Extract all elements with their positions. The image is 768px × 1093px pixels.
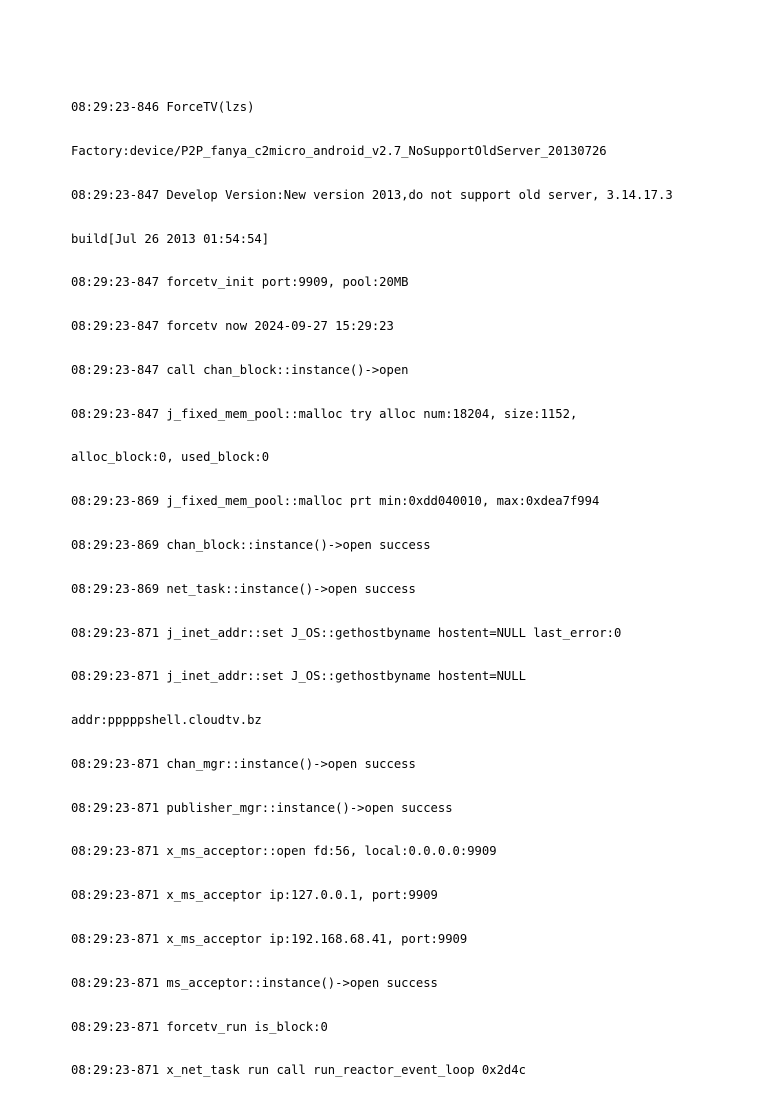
log-line: 08:29:23-847 j_fixed_mem_pool::malloc try alloc num:18204, size:1152, [71, 406, 578, 421]
log-line: alloc_block:0, used_block:0 [71, 450, 270, 465]
log-line: 08:29:23-871 x_net_task run call run_reactor_event_loop 0x2d4c [71, 1063, 526, 1078]
log-line: 08:29:23-871 j_inet_addr::set J_OS::gethostbyname hostent=NULL [71, 669, 526, 684]
log-line: 08:29:23-847 forcetv_init port:9909, pool:20MB [71, 275, 409, 290]
log-line: 08:29:23-847 call chan_block::instance()->open [71, 362, 409, 377]
log-line: 08:29:23-871 chan_mgr::instance()->open success [71, 756, 416, 771]
log-line: 08:29:23-871 x_ms_acceptor ip:127.0.0.1, port:9909 [71, 888, 438, 903]
log-line: 08:29:23-871 publisher_mgr::instance()->open success [71, 800, 453, 815]
log-line: 08:29:23-869 chan_block::instance()->open success [71, 538, 431, 552]
log-line: 08:29:23-871 j_inet_addr::set J_OS::gethostbyname hostent=NULL last_error:0 [71, 625, 622, 640]
log-line: 08:29:23-869 j_fixed_mem_pool::malloc prt min:0xdd040010, max:0xdea7f994 [71, 494, 600, 509]
log-output [71, 71, 701, 1093]
log-line: 08:29:23-871 ms_acceptor::instance()->open success [71, 975, 438, 990]
log-line: 08:29:23-846 ForceTV(lzs) [71, 100, 255, 115]
log-line: build[Jul 26 2013 01:54:54] [71, 231, 270, 246]
log-line: 08:29:23-871 x_ms_acceptor ip:192.168.68.41, port:9909 [71, 932, 468, 947]
log-line: 08:29:23-847 Develop Version:New version 2013,do not support old server, 3.14.17.3 [71, 187, 673, 202]
log-line: Factory:device/P2P_fanya_c2micro_android_v2.7_NoSupportOldServer_20130726 [71, 143, 607, 158]
log-line: 08:29:23-871 x_ms_acceptor::open fd:56, local:0.0.0.0:9909 [71, 844, 497, 859]
log-line: 08:29:23-871 forcetv_run is_block:0 [71, 1019, 328, 1034]
log-line: 08:29:23-847 forcetv now 2024-09-27 15:29:23 [71, 319, 394, 334]
log-line: 08:29:23-869 net_task::instance()->open success [71, 581, 416, 596]
log-line: addr:pppppshell.cloudtv.bz [71, 713, 262, 728]
